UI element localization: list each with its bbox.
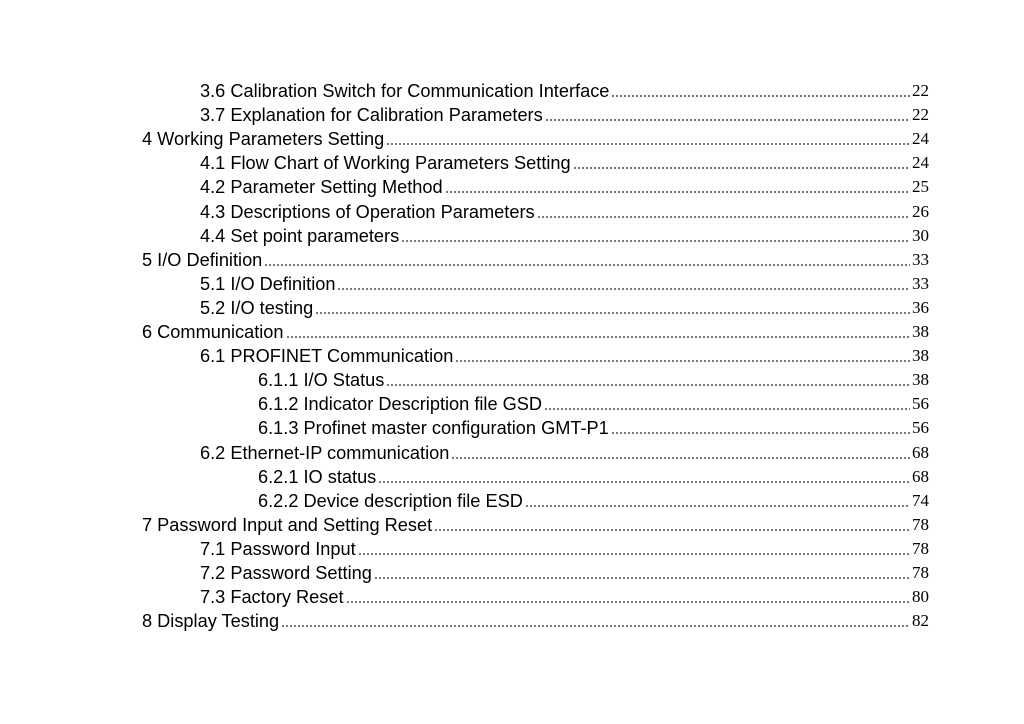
toc-entry-page-number: 38 bbox=[912, 346, 929, 366]
toc-entry-title: 8 Display Testing bbox=[142, 611, 280, 632]
toc-entry[interactable] bbox=[0, 198, 1024, 222]
dot-leader bbox=[358, 553, 910, 555]
toc-entry-title: 4.3 Descriptions of Operation Parameters bbox=[200, 201, 535, 222]
dot-leader bbox=[434, 529, 910, 531]
toc-entry[interactable] bbox=[0, 223, 1024, 247]
toc-entry-title: 5.1 I/O Definition bbox=[200, 273, 336, 294]
dot-leader bbox=[386, 384, 910, 386]
dot-leader bbox=[445, 191, 910, 193]
toc-entry-page-number: 78 bbox=[912, 514, 929, 534]
toc-entry-title: 7 Password Input and Setting Reset bbox=[142, 514, 433, 535]
toc-entry-page-number: 26 bbox=[912, 201, 929, 221]
dot-leader bbox=[545, 119, 910, 121]
toc-entry[interactable] bbox=[0, 102, 1024, 126]
toc-entry-page-number: 74 bbox=[912, 490, 929, 510]
toc-entry[interactable] bbox=[0, 343, 1024, 367]
dot-leader bbox=[386, 143, 910, 145]
toc-entry-title: 7.1 Password Input bbox=[200, 538, 356, 559]
toc-entry-page-number: 38 bbox=[912, 370, 929, 390]
toc-entry-page-number: 30 bbox=[912, 225, 929, 245]
toc-entry-title: 3.7 Explanation for Calibration Parameters bbox=[200, 105, 543, 126]
toc-entry-page-number: 36 bbox=[912, 297, 929, 317]
toc-entry[interactable] bbox=[0, 367, 1024, 391]
toc-entry-title: 6.2 Ethernet-IP communication bbox=[200, 442, 450, 463]
toc-entry[interactable] bbox=[0, 608, 1024, 632]
toc-entry[interactable] bbox=[0, 391, 1024, 415]
toc-entry[interactable] bbox=[0, 319, 1024, 343]
toc-entry-title: 5.2 I/O testing bbox=[200, 297, 314, 318]
dot-leader bbox=[611, 432, 910, 434]
toc-entry-title: 6.1.1 I/O Status bbox=[258, 370, 385, 391]
dot-leader bbox=[346, 601, 910, 603]
dot-leader bbox=[286, 336, 910, 338]
toc-entry[interactable] bbox=[0, 464, 1024, 488]
toc-entry[interactable] bbox=[0, 271, 1024, 295]
toc-entry[interactable] bbox=[0, 584, 1024, 608]
dot-leader bbox=[281, 625, 910, 627]
toc-entry[interactable] bbox=[0, 150, 1024, 174]
dot-leader bbox=[337, 288, 910, 290]
dot-leader bbox=[455, 360, 910, 362]
toc-entry-page-number: 24 bbox=[912, 153, 929, 173]
toc-entry-page-number: 24 bbox=[912, 129, 929, 149]
toc-entry-title: 7.3 Factory Reset bbox=[200, 587, 344, 608]
toc-entry-title: 6.1 PROFINET Communication bbox=[200, 346, 454, 367]
toc-entry-title: 4.2 Parameter Setting Method bbox=[200, 177, 443, 198]
toc-entry[interactable] bbox=[0, 512, 1024, 536]
toc-entry-page-number: 25 bbox=[912, 177, 929, 197]
dot-leader bbox=[544, 408, 910, 410]
dot-leader bbox=[537, 216, 910, 218]
dot-leader bbox=[378, 481, 910, 483]
toc-entry-title: 3.6 Calibration Switch for Communication Interface bbox=[200, 81, 610, 102]
toc-entry-page-number: 56 bbox=[912, 394, 929, 414]
toc-entry[interactable] bbox=[0, 126, 1024, 150]
toc-entry[interactable] bbox=[0, 415, 1024, 439]
toc-entry-page-number: 22 bbox=[912, 105, 929, 125]
toc-entry[interactable] bbox=[0, 439, 1024, 463]
toc-entry-title: 4.1 Flow Chart of Working Parameters Setting bbox=[200, 153, 571, 174]
toc-entry[interactable] bbox=[0, 174, 1024, 198]
table-of-contents bbox=[0, 78, 1024, 632]
toc-entry[interactable] bbox=[0, 247, 1024, 271]
toc-entry-title: 6.1.2 Indicator Description file GSD bbox=[258, 394, 543, 415]
dot-leader bbox=[573, 167, 910, 169]
toc-entry-page-number: 56 bbox=[912, 418, 929, 438]
toc-entry-page-number: 38 bbox=[912, 322, 929, 342]
dot-leader bbox=[525, 505, 910, 507]
toc-entry-page-number: 82 bbox=[912, 611, 929, 631]
toc-entry-page-number: 33 bbox=[912, 249, 929, 269]
dot-leader bbox=[611, 95, 910, 97]
toc-entry-page-number: 68 bbox=[912, 442, 929, 462]
toc-entry-page-number: 22 bbox=[912, 81, 929, 101]
toc-entry[interactable] bbox=[0, 560, 1024, 584]
toc-entry-page-number: 68 bbox=[912, 466, 929, 486]
toc-entry-page-number: 78 bbox=[912, 538, 929, 558]
dot-leader bbox=[451, 457, 910, 459]
toc-entry-title: 6.1.3 Profinet master configuration GMT-P1 bbox=[258, 418, 609, 439]
toc-entry-title: 4.4 Set point parameters bbox=[200, 225, 400, 246]
toc-entry-title: 6.2.1 IO status bbox=[258, 466, 377, 487]
dot-leader bbox=[264, 264, 910, 266]
toc-entry-page-number: 78 bbox=[912, 562, 929, 582]
toc-entry-page-number: 80 bbox=[912, 587, 929, 607]
toc-entry[interactable] bbox=[0, 78, 1024, 102]
toc-entry-page-number: 33 bbox=[912, 273, 929, 293]
dot-leader bbox=[374, 577, 910, 579]
dot-leader bbox=[401, 240, 910, 242]
toc-entry-title: 6.2.2 Device description file ESD bbox=[258, 490, 523, 511]
toc-entry[interactable] bbox=[0, 488, 1024, 512]
toc-entry-title: 5 I/O Definition bbox=[142, 249, 263, 270]
toc-entry[interactable] bbox=[0, 295, 1024, 319]
toc-entry-title: 4 Working Parameters Setting bbox=[142, 129, 385, 150]
toc-entry-title: 6 Communication bbox=[142, 322, 284, 343]
dot-leader bbox=[315, 312, 910, 314]
toc-entry[interactable] bbox=[0, 536, 1024, 560]
toc-entry-title: 7.2 Password Setting bbox=[200, 562, 372, 583]
